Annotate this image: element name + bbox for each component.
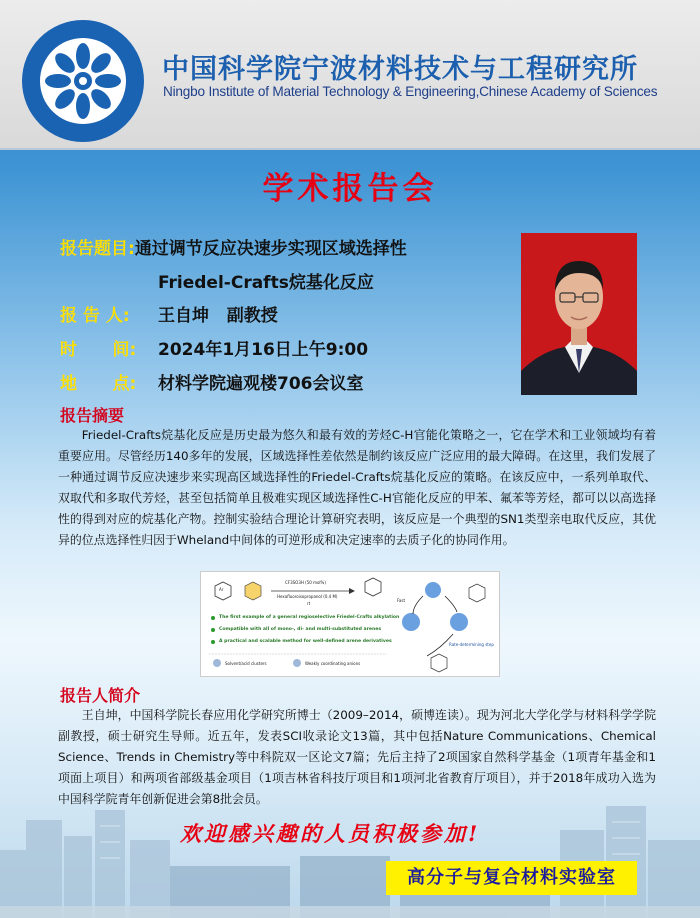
topic-row-2 <box>158 268 374 293</box>
time-row <box>60 335 368 360</box>
topic-line1: 通过调节反应决速步实现区域选择性 <box>134 239 407 259</box>
topic-label: 报告题目: <box>60 239 135 259</box>
lab-name-badge: 高分子与复合材料实验室 <box>386 861 637 895</box>
figure-catalyst: CF3SO3H (50 mol%) <box>285 580 326 585</box>
figure-solvent: Hexafluoroisopropanol (0.4 M) <box>277 594 338 599</box>
cas-logo-icon <box>20 18 146 144</box>
place-label: 地 点: <box>60 374 137 394</box>
speaker-portrait-icon <box>521 233 637 395</box>
figure-legend2: Weakly coordinating anions <box>305 661 361 666</box>
welcome-slogan: 欢迎感兴趣的人员积极参加! <box>180 821 481 846</box>
figure-fast-label: Fast <box>397 598 406 603</box>
bio-heading: 报告人简介 <box>60 686 141 705</box>
speaker-row <box>60 301 278 326</box>
place-value: 材料学院遍观楼706会议室 <box>158 374 364 394</box>
speaker-label: 报 告 人: <box>60 306 130 326</box>
header-banner <box>0 0 700 150</box>
place-row <box>60 369 364 394</box>
topic-line2: Friedel-Crafts烷基化反应 <box>158 273 374 293</box>
figure-point1: The first example of a general regioselective Friedel-Crafts alkylation <box>219 615 400 620</box>
figure-temp: rt <box>307 601 311 606</box>
abstract-text: Friedel-Crafts烷基化反应是历史最为悠久和最有效的芳烃C-H官能化策略之一，它在学术和工业领域均有着重要应用。尽管经历140多年的发展，区域选择性差依然是制约该反应广泛应用的最大障碍。在这里，我们发展了一种通过调节反应决速步来实现高区域选择性的Friedel-Crafts烷基化反应的策略。在该反应中，一系列单取代、双取代和多取代芳烃，甚至包括简单且极难实现区域选择性C-H官能化反应的甲苯、氟苯等芳烃，都可以以高选择性的得到对应的烷基化产物。控制实验结合理论计算研究表明，该反应是一个典型的SN1类型亲电取代反应，其优异的位点选择性归因于Wheland中间体的可逆形成和决定速率的去质子化的协同作用。 <box>58 428 656 547</box>
speaker-value: 王自坤 副教授 <box>158 306 278 326</box>
figure-ar-label: Ar <box>219 587 224 592</box>
page-title: 学术报告会 <box>262 171 438 207</box>
reaction-figure <box>200 571 500 677</box>
figure-point2: Compatible with all of mono-, di- and multi-substituted arenes <box>219 627 382 632</box>
topic-row <box>60 234 407 259</box>
institute-name-cn: 中国科学院宁波材料技术与工程研究所 <box>162 54 638 85</box>
bio-text: 王自坤，中国科学院长春应用化学研究所博士（2009–2014，硕博连读）。现为河北大学化学与材料科学学院副教授，硕士研究生导师。近五年，发表SCI收录论文13篇，其中包括Nature Communications、Chemical Science、Trends in Chemistry等中科院双一区论文7篇；先后主持了2项国家自然科学基金（1项青年基金和1项面上项目）和两项省部级基金项目（1项吉林省科技厅项目和1项河北省教育厅项目），并于2018年成功入选为中国科学院青年创新促进会第8批会员。 <box>58 708 656 806</box>
time-value: 2024年1月16日上午9:00 <box>158 340 369 360</box>
speaker-photo <box>521 233 637 395</box>
figure-rds-label: Rate-determining step <box>449 642 494 647</box>
figure-point3: A practical and scalable method for well-defined arene derivatives <box>219 639 392 644</box>
figure-legend1: Solvent/acid clusters <box>225 661 267 666</box>
abstract-heading: 报告摘要 <box>60 406 125 425</box>
time-label: 时 间: <box>60 340 137 360</box>
institute-name-en: Ningbo Institute of Material Technology & Engineering,Chinese Academy of Sciences <box>163 84 658 99</box>
